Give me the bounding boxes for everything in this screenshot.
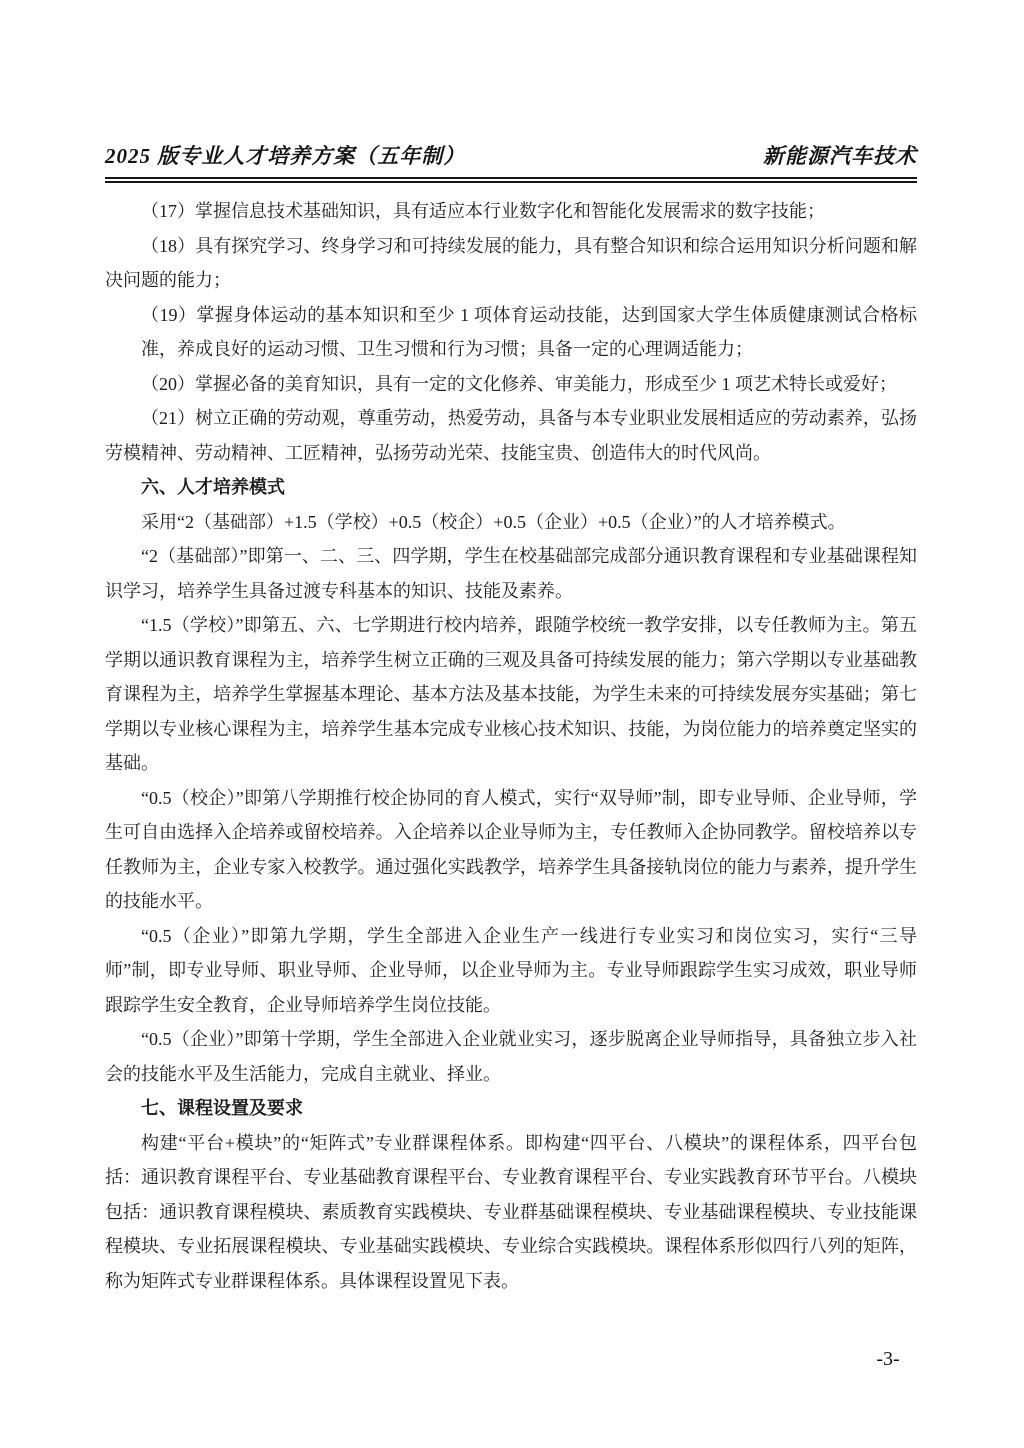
body-paragraph: “0.5（企业）”即第十学期，学生全部进入企业就业实习，逐步脱离企业导师指导，具备独立步入社会的技能水平及生活能力，完成自主就业、择业。 [105, 1029, 917, 1084]
document-body [105, 194, 917, 1298]
page-number: -3- [876, 1348, 900, 1370]
body-paragraph: （18）具有探究学习、终身学习和可持续发展的能力，具有整合知识和综合运用知识分析问题和解决问题的能力； [105, 235, 917, 290]
body-paragraph: “1.5（学校）”即第五、六、七学期进行校内培养，跟随学校统一教学安排，以专任教师为主。第五学期以通识教育课程为主，培养学生树立正确的三观及具备可持续发展的能力；第六学期以专业基础教育课程为主，培养学生掌握基本理论、基本方法及基本技能，为学生未来的可持续发展夯实基础；第七学期以专业核心课程为主，培养学生基本完成专业核心技术知识、技能，为岗位能力的培养奠定坚实的基础。 [105, 615, 917, 773]
body-paragraph: （21）树立正确的劳动观，尊重劳动，热爱劳动，具备与本专业职业发展相适应的劳动素养，弘扬劳模精神、劳动精神、工匠精神，弘扬劳动光荣、技能宝贵、创造伟大的时代风尚。 [105, 408, 917, 463]
header-double-rule [105, 177, 917, 183]
body-paragraph: “0.5（企业）”即第九学期，学生全部进入企业生产一线进行专业实习和岗位实习，实行“三导师”制，即专业导师、职业导师、企业导师，以企业导师为主。专业导师跟踪学生实习成效，职业导师跟踪学生安全教育，企业导师培养学生岗位技能。 [105, 925, 917, 1015]
body-paragraph: （20）掌握必备的美育知识，具有一定的文化修养、审美能力，形成至少 1 项艺术特长或爱好； [141, 373, 897, 394]
page-header [105, 140, 917, 177]
section-heading: 六、人才培养模式 [141, 477, 285, 497]
body-paragraph: （17）掌握信息技术基础知识，具有适应本行业数字化和智能化发展需求的数字技能； [141, 201, 825, 221]
body-paragraph: “2（基础部）”即第一、二、三、四学期，学生在校基础部完成部分通识教育课程和专业基础课程知识学习，培养学生具备过渡专科基本的知识、技能及素养。 [105, 546, 917, 601]
body-paragraph: “0.5（校企）”即第八学期推行校企协同的育人模式，实行“双导师”制，即专业导师、企业导师，学生可自由选择入企培养或留校培养。入企培养以企业导师为主，专任教师入企协同教学。留校培养以专任教师为主，企业专家入校教学。通过强化实践教学，培养学生具备接轨岗位的能力与素养，提升学生的技能水平。 [105, 787, 917, 911]
content-column [105, 140, 917, 1298]
body-paragraph: （19）掌握身体运动的基本知识和至少 1 项体育运动技能，达到国家大学生体质健康测试合格标准，养成良好的运动习惯、卫生习惯和行为习惯；具备一定的心理调适能力； [141, 304, 917, 359]
body-paragraph: 构建“平台+模块”的“矩阵式”专业群课程体系。即构建“四平台、八模块”的课程体系，四平台包括：通识教育课程平台、专业基础教育课程平台、专业教育课程平台、专业实践教育环节平台。八模块包括：通识教育课程模块、素质教育实践模块、专业群基础课程模块、专业基础课程模块、专业技能课程模块、专业拓展课程模块、专业基础实践模块、专业综合实践模块。课程体系形似四行八列的矩阵，称为矩阵式专业群课程体系。具体课程设置见下表。 [105, 1132, 917, 1291]
body-paragraph: 采用“2（基础部）+1.5（学校）+0.5（校企）+0.5（企业）+0.5（企业）”的人才培养模式。 [141, 511, 846, 532]
header-right-title: 新能源汽车技术 [763, 144, 917, 168]
header-left-title: 2025 版专业人才培养方案（五年制） [105, 144, 466, 168]
section-heading: 七、课程设置及要求 [141, 1098, 303, 1118]
